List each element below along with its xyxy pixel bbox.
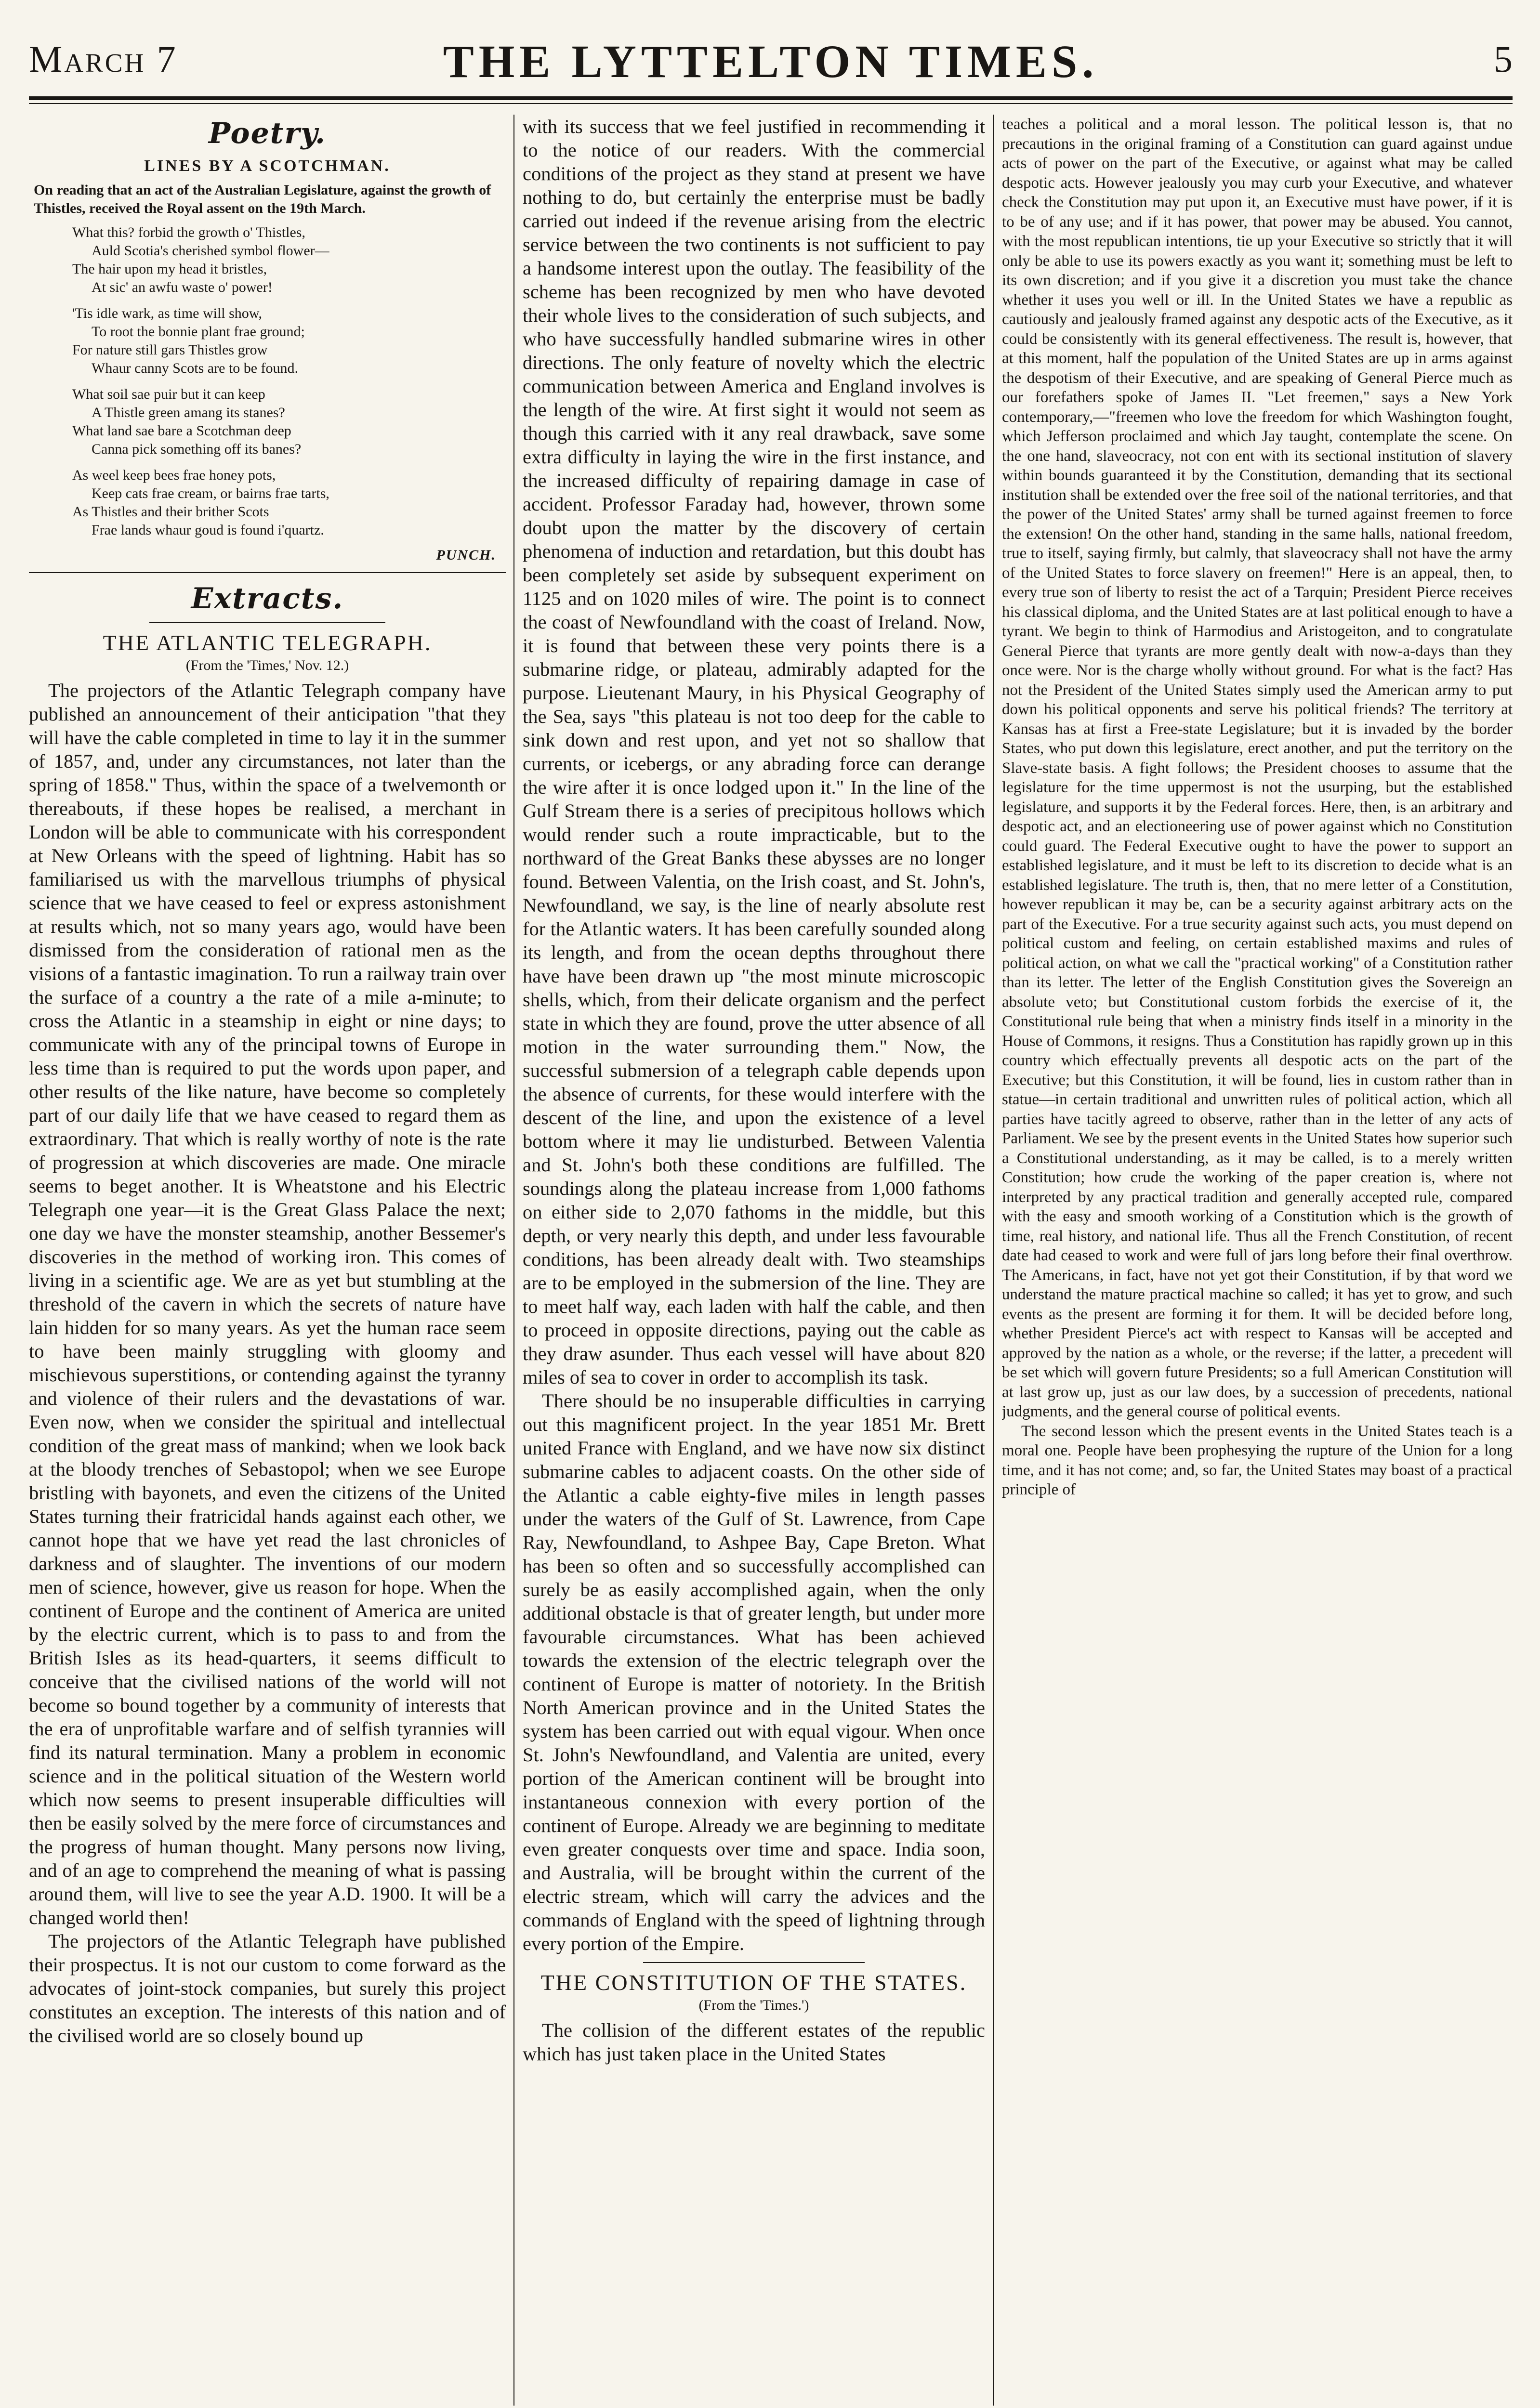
poem-title: LINES BY A SCOTCHMAN. — [144, 157, 391, 175]
poem-intro: On reading that an act of the Australian Legislature, against the growth of Thistles, received the Royal assent on the 19th March. — [34, 182, 491, 216]
poem-stanza — [72, 385, 506, 458]
masthead-rule-thick — [29, 96, 1513, 100]
extracts-heading: Extracts. — [191, 582, 344, 615]
poem-line: What land sae bare a Scotchman deep — [72, 423, 291, 439]
poem-line: As weel keep bees frae honey pots, — [72, 467, 276, 483]
newspaper-title: THE LYTTELTON TIMES. — [443, 36, 1099, 87]
column-2 — [523, 115, 985, 2406]
article-paragraph: The second lesson which the present events in the United States teach is a moral one. People have been prophesying the rupture of the Union for a long time, and it has not come; and, so far, the United States may boast of a practical principle of — [1002, 1422, 1513, 1498]
poem-stanza — [72, 466, 506, 539]
poem-line: For nature still gars Thistles grow — [72, 342, 268, 358]
short-divider — [149, 622, 385, 623]
poem-line: The hair upon my head it bristles, — [72, 261, 267, 277]
column-divider-1 — [513, 115, 514, 2406]
poem-stanza — [72, 304, 506, 378]
poem-line: Auld Scotia's cherished symbol flower— — [92, 243, 329, 259]
poem-line: Keep cats frae cream, or bairns frae tarts, — [92, 485, 329, 501]
section-divider — [29, 572, 506, 573]
poem-line: Frae lands whaur goud is found i'quartz. — [92, 522, 324, 538]
article-paragraph: with its success that we feel justified in recommending it to the notice of our readers. With the commercial conditions of the project as they stand at present we have nothing to do, but certainly the enterprise must be badly carried out indeed if the revenue arising from the electric service between the two continents is not sufficient to pay a handsome interest upon the outlay. The feasibility of the scheme has been recognized by men who have devoted their whole lives to the consideration of such subjects, and who have successfully handled submarine wires in other directions. The only feature of novelty which the electric communication between America and England involves is the length of the wire. At first sight it would not seem as though this carried with it any real drawback, save some extra difficulty in laying the wire in the first instance, and the increased difficulty of repairing damage in case of accident. Professor Faraday had, however, thrown some doubt upon the matter by the discovery of certain phenomena of induction and retardation, but this doubt has been completely set aside by subsequent experiment on 1125 and on 1020 miles of wire. The point is to connect the coast of Newfoundland with the coast of Ireland. Now, it is found that between these very points there is a submarine ridge, or plateau, admirably adapted for the purpose. Lieutenant Maury, in his Physical Geography of the Sea, says "this plateau is not too deep for the cable to sink down and rest upon, and yet not so shallow that currents, or icebergs, or any abrading force can derange the wire after it is once lodged upon it." In the line of the Gulf Stream there is a series of precipitous hollows which would render such a route impracticable, but to the northward of the Great Banks these abysses are no longer found. Between Valentia, on the Irish coast, and St. John's, Newfoundland, we say, is the line of nearly absolute rest for the Atlantic waters. It has been carefully sounded along its length, and from the ocean depths throughout there have have been drawn up "the most minute microscopic shells, which, from their delicate organism and the perfect state in which they are found, prove the utter absence of all motion in the water surrounding them." Now, the successful submersion of a telegraph cable depends upon the absence of currents, for these would interfere with the descent of the line, and upon the existence of a level bottom where it may lie undisturbed. Between Valentia and St. John's both these conditions are fulfilled. The soundings along the plateau increase from 1,000 fathoms on either side to 2,070 fathoms in the middle, but this depth, or very nearly this depth, and under less favourable conditions, has been already dealt with. Two steamships are to be employed in the submersion of the line. They are to meet half way, each laden with half the cable, and then to proceed in opposite directions, paying out the cable as they draw asunder. Thus each vessel will have about 820 miles of sea to cover in order to accomplish its task. — [523, 116, 985, 1388]
poem-line: To root the bonnie plant frae ground; — [92, 324, 305, 340]
poem-line: At sic' an awfu waste o' power! — [92, 279, 273, 295]
article-paragraph: The collision of the different estates of the republic which has just taken place in the United States — [523, 2019, 985, 2065]
column-3 — [1002, 115, 1513, 2406]
article-title: THE ATLANTIC TELEGRAPH. — [103, 630, 432, 655]
article-source: (From the 'Times.') — [698, 1997, 809, 2013]
poem-line: 'Tis idle wark, as time will show, — [72, 305, 263, 321]
short-divider — [643, 1962, 865, 1963]
article-title: THE CONSTITUTION OF THE STATES. — [540, 1970, 967, 1995]
article-paragraph: There should be no insuperable difficulties in carrying out this magnificent project. In the year 1851 Mr. Brett united France with England, and we have now six distinct submarine cables to adjacent coasts. On the other side of the Atlantic a cable eighty-five miles in length passes under the waters of the Gulf of St. Lawrence, from Cape Ray, Newfoundland, to Ashpee Bay, Cape Breton. What has been so often and so successfully accomplished can surely be as easily accomplished again, when the only additional obstacle is that of greater length, but under more favourable circumstances. What has been achieved towards the extension of the electric telegraph over the continent of Europe is matter of notoriety. In the British North American province and in the United States the system has been carried out with equal vigour. When once St. John's Newfoundland, and Valentia are united, every portion of the American continent will be brought into instantaneous connexion with every portion of the continent of Europe. Already we are beginning to meditate even greater conquests over time and space. India soon, and Australia, will be brought within the current of the electric stream, which will carry the advices and the commands of England with the speed of lightning through every portion of the Empire. — [523, 1390, 985, 1954]
poem-line: As Thistles and their brither Scots — [72, 504, 269, 520]
masthead-rule-thin — [29, 103, 1513, 104]
poem-line: What this? forbid the growth o' Thistles, — [72, 224, 305, 240]
poem-stanza — [72, 223, 506, 297]
poem-line: A Thistle green amang its stanes? — [92, 405, 285, 420]
article-paragraph: teaches a political and a moral lesson. The political lesson is, that no precautions in the original framing of a Constitution can guard against undue acts of power on the part of the Executive, or against what may be called despotic acts. However jealously you may curb your Executive, and whatever check the Constitution may put upon it, an Executive must have power, if it is to be of any use; and if it has power, that power may be abused. You cannot, with the most republican intentions, tie up your Executive so strictly that it will only be able to use its powers exactly as you want it; something must be left to its own discretion; and if you give it a discretion you must take the chance whether it uses you well or ill. In the United States we have a republic as cautiously and jealously framed against any despotic acts of the Executive, as it could be consistently with its general effectiveness. The result is, however, that at this moment, half the population of the United States are up in arms against the despotism of their Executive, and are speaking of General Pierce much as our forefathers spoke of James II. "Let freemen," says a New York contemporary,—"freemen who love the freedom for which Washington fought, which Jefferson proclaimed and which Jay taught, contemplate the scene. On the one hand, slaveocracy, not con ent with its sectional institution of slavery within bounds guaranteed it by the Constitution, demanding that its sectional institution shall be extended over the free soil of the national territories, and that the power of the United States' army shall be turned against freemen to force the extension! On the other hand, standing in the same halls, national freedom, true to itself, saying firmly, but calmly, that slaveocracy shall not have the army of the United States to force slavery on freemen!" Here is an appeal, then, to every true son of liberty to resist the act of a Tarquin; President Pierce receives his classical diploma, and the United States are at last political enough to have a tyrant. We begin to think of Harmodius and Aristogeiton, and to congratulate General Pierce that tyrants are more gently dealt with now-a-days than they once were. Nor is the charge wholly without ground. For what is the fact? Has not the President of the United States simply used the American army to put down his political opponents and serve his political friends? The territory at Kansas has at first a Free-state Legislature; but it is invaded by the border States, who put down this legislature, erect another, and put the territory on the Slave-state basis. A fight follows; the President chooses to assume that the legislature for the time uppermost is not the usurping, but the established legislature, and supports it by the Federal forces. Here, then, is an arbitrary and despotic act, and an electioneering use of power against which no Constitution could guard. The Federal Executive ought to have the power to support an established legislature, and it must be left to its discretion to decide what is an established legislature. The truth is, then, that no mere letter of a Constitution, however republican it may be, can be a security against arbitrary acts on the part of the Executive. For a true security against such acts, you must depend on political custom and feeling, on certain established maxims and rules of political action, on what we call the "practical working" of a Constitution rather than its letter. The letter of the English Constitution gives the Sovereign an absolute veto; but Constitutional custom forbids the exercise of it, the Constitutional rule being that when a ministry finds itself in a minority in the House of Commons, it resigns. Thus a Constitution has rapidly grown up in this country which effectually prevents all despotic acts on the part of the Executive; but this Constitution, it will be found, lies in custom rather than in statue—in certain traditional and unwritten rules of political action, which all parties have tacitly agreed to observe, rather than in the letter of any acts of Parliament. We see by the present events in the United States how superior such a Constitutional understanding, as it may be called, is to a merely written Constitution; how crude the working of the paper creation is, where not interpreted by any practical tradition and generally accepted rule, compared with the easy and smooth working of a Constitution which is the growth of time, real history, and national life. Thus all the French Constitution, of recent date had ceased to work and were full of jars long before their final overthrow. The Americans, in fact, have not yet got their Constitution, if by that word we understand the mature practical machine so called; it has yet to grow, and such events as the present are forming it for them. It will be decided before long, whether President Pierce's act with respect to Kansas will be accepted and approved by the nation as a whole, or the reverse; if the latter, a precedent will be set which will govern future Presidents; so a full American Constitution will at last grow up, just as our law does, by a succession of precedents, national judgments, and the general course of political events. — [1002, 116, 1513, 1420]
poem-line: What soil sae puir but it can keep — [72, 386, 265, 402]
page-number: 5 — [1494, 38, 1513, 80]
issue-date: March 7 — [29, 38, 178, 80]
poetry-heading: Poetry. — [209, 117, 326, 150]
poem-source: PUNCH. — [436, 547, 496, 563]
article-paragraph: The projectors of the Atlantic Telegraph company have published an announcement of their anticipation "that they will have the cable completed in time to lay it in the summer of 1857, and, under any circumstances, not later than the spring of 1858." Thus, within the space of a twelvemonth or thereabouts, if these hopes be realised, a merchant in London will be able to communicate with his correspondent at New Orleans with the speed of lightning. Habit has so familiarised us with the marvellous triumphs of physical science that we have ceased to feel or express astonishment at results which, not so many years ago, would have been dismissed from the consideration of rational men as the visions of a fantastic imagination. To run a railway train over the surface of a country a the rate of a mile a-minute; to cross the Atlantic in a steamship in eight or nine days; to communicate with any of the principal towns of Europe in less time than is required to put the words upon paper, and other results of the like nature, have become so completely part of our daily life that we have ceased to regard them as extraordinary. That which is really worthy of note is the rate of progression at which discoveries are made. One miracle seems to beget another. It is Wheatstone and his Electric Telegraph one year—it is the Great Glass Palace the next; one day we have the monster steamship, another Bessemer's discoveries in the method of working iron. This comes of living in a scientific age. We are as yet but stumbling at the threshold of the cavern in which the secrets of nature have lain hidden for so many years. As yet the human race seem to have been mainly struggling with gloomy and mischievous superstitions, or contending against the tyranny and violence of their rulers and the devastations of war. Even now, when we consider the spiritual and intellectual condition of the great mass of mankind; when we look back at the bloody trenches of Sebastopol; when we see Europe bristling with bayonets, and even the citizens of the United States turning their fratricidal hands against each other, we cannot hope that we have yet read the last chronicles of darkness and of slaughter. The inventions of our modern men of science, however, give us reason for hope. When the continent of Europe and the continent of America are united by the electric current, which is to pass to and from the British Isles as its head-quarters, it seems difficult to conceive that the civilised nations of the world will not become so bound together by a community of interests that the era of unprofitable warfare and of selfish tyrannies will find its natural termination. Many a problem in economic science and in the political situation of the Western world which now seems to present insuperable difficulties will then be easily solved by the mere force of circumstances and the progress of human thought. Many persons now living, and of an age to comprehend the meaning of what is passing around them, will live to see the year A.D. 1900. It will be a changed world then! — [29, 680, 506, 1928]
poem-line: Whaur canny Scots are to be found. — [92, 360, 299, 376]
article-source: (From the 'Times,' Nov. 12.) — [185, 657, 349, 673]
column-divider-2 — [993, 115, 994, 2406]
poem-line: Canna pick something off its banes? — [92, 441, 302, 457]
column-1 — [29, 115, 506, 2406]
article-paragraph: The projectors of the Atlantic Telegraph have published their prospectus. It is not our custom to come forward as the advocates of joint-stock companies, but surely this project constitutes an exception. The interests of this nation and of the civilised world are so closely bound up — [29, 1930, 506, 2046]
masthead — [29, 38, 1513, 100]
